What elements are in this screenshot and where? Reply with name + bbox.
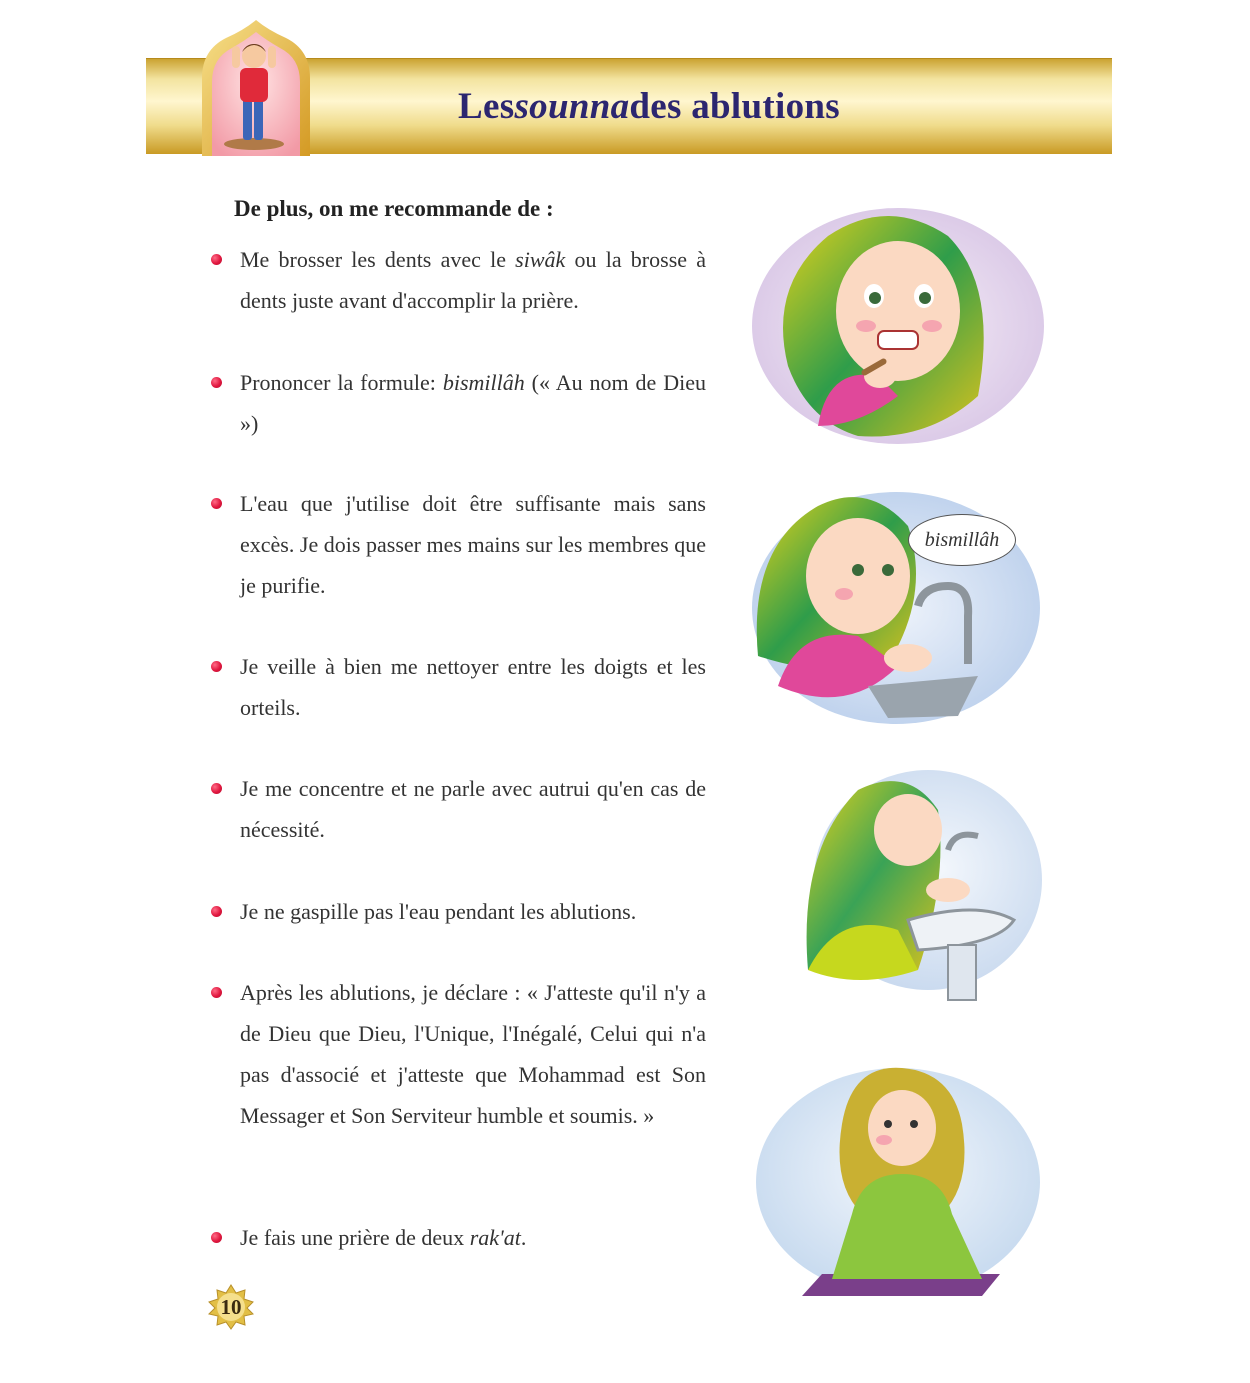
list-item: L'eau que j'utilise doit être suffisante mais sans excès. Je dois passer mes mains sur les membres que je purifie. xyxy=(240,483,706,606)
speech-bubble: bismillâh xyxy=(908,514,1016,566)
page-number-badge: 10 xyxy=(206,1284,256,1330)
list-item: Me brosser les dents avec le siwâk ou la brosse à dents juste avant d'accomplir la prière. xyxy=(240,239,706,321)
bullet-icon xyxy=(211,254,222,265)
list-item: Je me concentre et ne parle avec autrui qu'en cas de nécessité. xyxy=(240,768,706,850)
girl-washing-feet-illustration xyxy=(798,770,1044,1010)
list-item: Je fais une prière de deux rak'at. xyxy=(240,1217,706,1258)
intro-text: De plus, on me recommande de : xyxy=(234,196,554,221)
title-italic-word: sounna xyxy=(514,85,630,127)
bullet-icon xyxy=(211,783,222,794)
girl-brushing-teeth-illustration xyxy=(748,196,1048,448)
bullet-icon xyxy=(211,906,222,917)
bullet-icon xyxy=(211,661,222,672)
bullet-icon xyxy=(211,377,222,388)
page-title: Les sounna des ablutions xyxy=(458,85,840,127)
list-item: Prononcer la formule: bismillâh (« Au nom de Dieu ») xyxy=(240,362,706,444)
bullet-icon xyxy=(211,1232,222,1243)
girl-praying-illustration xyxy=(752,1064,1044,1308)
list-item: Je veille à bien me nettoyer entre les doigts et les orteils. xyxy=(240,646,706,728)
boy-arch-illustration xyxy=(196,20,316,156)
list-item: Après les ablutions, je déclare : « J'atteste qu'il n'y a de Dieu que Dieu, l'Unique, l'Inégalé, Celui qui n'a pas d'associé et j'atteste que Mohammad est Son Messager et Son Serviteur humble et soumis. » xyxy=(240,972,706,1136)
bullet-icon xyxy=(211,987,222,998)
list-item: Je ne gaspille pas l'eau pendant les ablutions. xyxy=(240,891,706,932)
bullet-icon xyxy=(211,498,222,509)
